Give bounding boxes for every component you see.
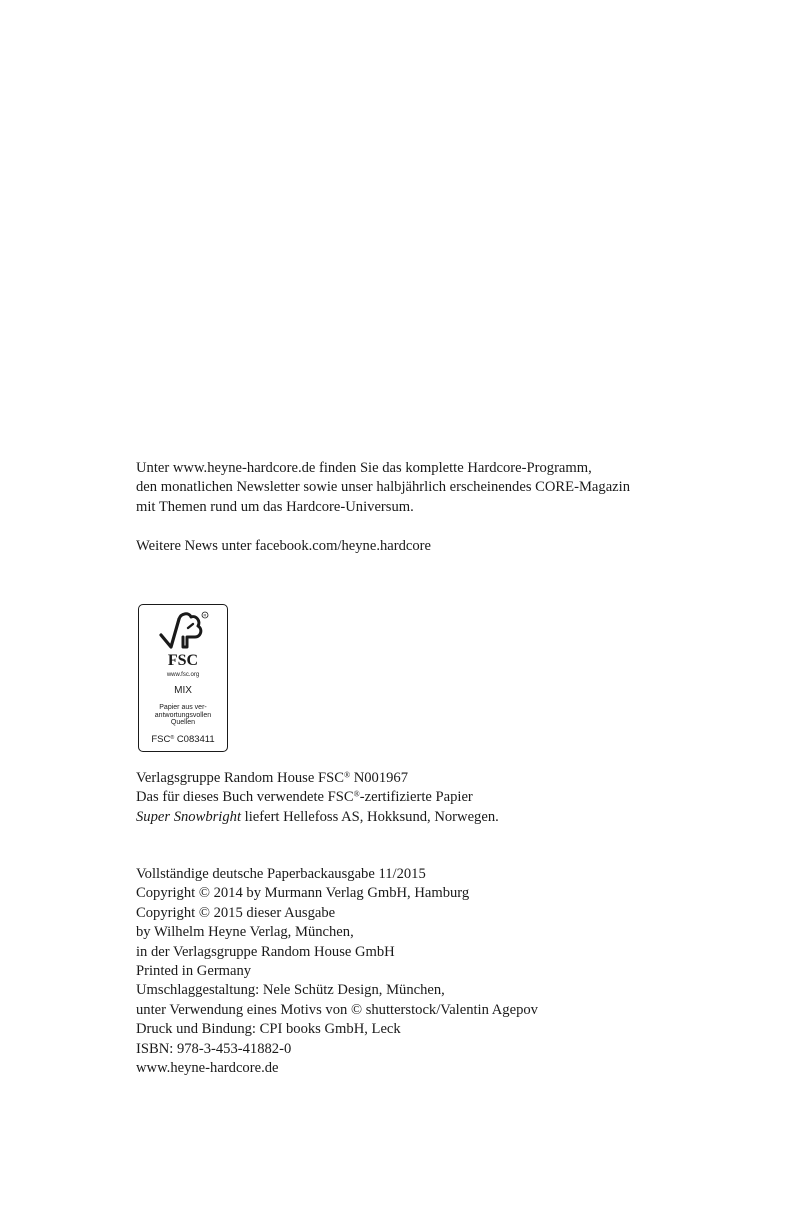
copyright-line: Copyright © 2015 dieser Ausgabe [136,904,336,921]
fsc-mix-label: MIX [174,685,192,696]
paper-line2-text: Das für dieses Buch verwendete FSC [136,789,354,806]
paper-line1-code: N001967 [350,770,409,786]
fsc-code-prefix: FSC [151,734,171,745]
copyright-line: Druck und Bindung: CPI books GmbH, Leck [136,1021,401,1038]
paper-line3-rest: liefert Hellefoss AS, Hokksund, Norwegen. [241,808,499,825]
registered-mark: ® [170,735,175,742]
copyright-line: Vollständige deutsche Paperbackausgabe 11/2015 [136,866,426,882]
copyright-line: unter Verwendung eines Motivs von © shutterstock/Valentin Agepov [136,1001,538,1018]
fsc-logo [138,604,228,752]
intro-line: Unter www.heyne-hardcore.de finden Sie das komplette Hardcore-Programm, [136,460,592,476]
news-text: Weitere News unter facebook.com/heyne.hardcore [136,538,432,554]
registered-mark: ® [343,770,351,780]
fsc-claim-line: Quellen [170,719,196,726]
copyright-line: Copyright © 2014 by Murmann Verlag GmbH, Hamburg [136,885,470,902]
intro-line: den monatlichen Newsletter sowie unser halbjährlich erscheinendes CORE-Magazin [136,479,630,496]
isbn-line: ISBN: 978-3-453-41882-0 [136,1040,292,1057]
intro-paragraph [136,459,630,517]
copyright-line: Umschlaggestaltung: Nele Schütz Design, München, [136,982,445,999]
paper-line1-text: Verlagsgruppe Random House FSC [136,770,344,786]
paper-info [136,769,499,827]
paper-line2-rest: -zertifizierte Papier [359,789,473,806]
news-line [136,537,431,556]
fsc-claim-line: antwortungsvollen [154,711,212,719]
paper-line [136,769,499,788]
paper-name: Super Snowbright [136,808,241,825]
svg-text:R: R [203,612,207,618]
fsc-claim [139,704,227,727]
fsc-code-number: C083411 [176,734,215,745]
website-line: www.heyne-hardcore.de [136,1060,279,1077]
copyright-line: in der Verlagsgruppe Random House GmbH [136,943,395,960]
copyright-block [136,865,538,1078]
fsc-claim-line: Papier aus ver- [159,704,207,711]
paper-line [136,788,499,807]
intro-line: mit Themen rund um das Hardcore-Universum. [136,498,414,515]
paper-line [136,808,499,827]
fsc-url: www.fsc.org [166,672,200,678]
fsc-license-code [139,735,227,745]
registered-mark: ® [353,790,360,799]
copyright-line: by Wilhelm Heyne Verlag, München, [136,924,354,941]
fsc-tree-checkmark-icon [157,611,213,653]
copyright-line: Printed in Germany [136,963,252,980]
fsc-name: FSC [167,652,199,669]
